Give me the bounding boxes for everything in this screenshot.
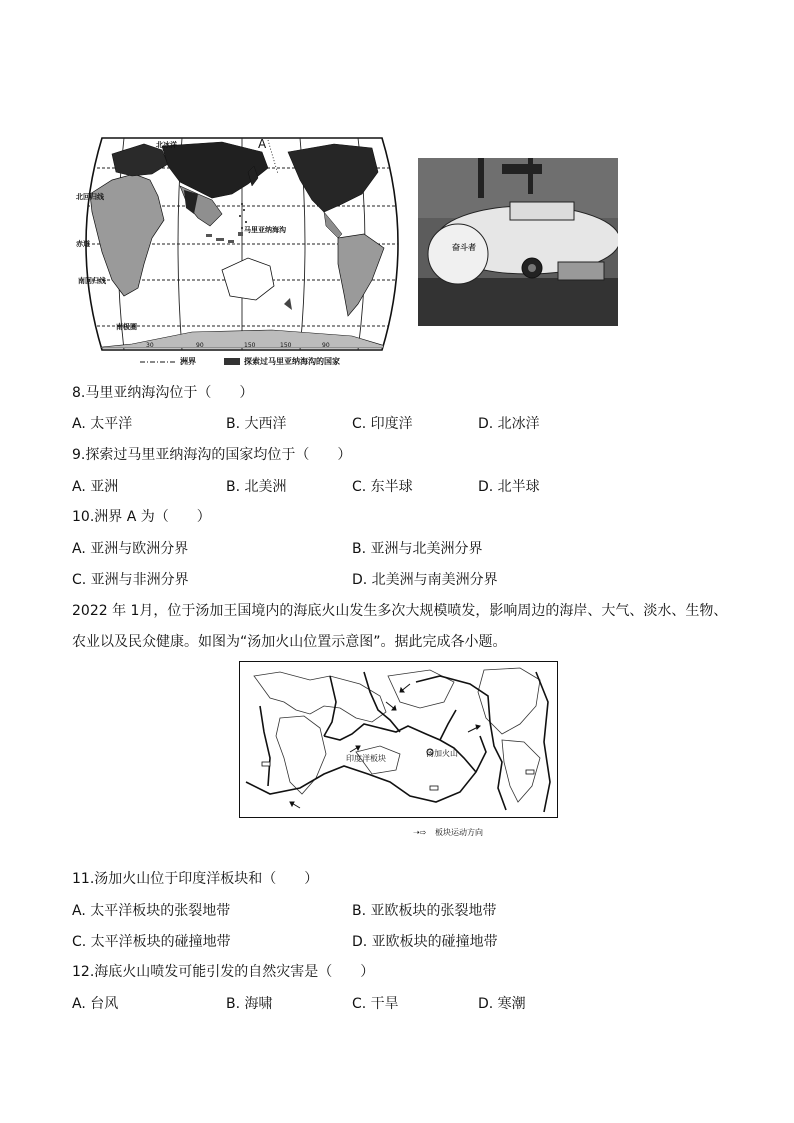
q12-option-b[interactable]: B. 海啸 bbox=[226, 996, 273, 1012]
tick-90: 90 bbox=[196, 342, 204, 349]
boundary-line-icon bbox=[138, 357, 178, 367]
world-map-svg bbox=[72, 134, 412, 354]
label-mariana-trench: 马里亚纳海沟 bbox=[244, 226, 286, 234]
passage-line-1: 2022 年 1月，位于汤加王国境内的海底火山发生多次大规模喷发，影响周边的海岸、大气、淡水、生物、 bbox=[72, 603, 728, 619]
submersible-photo bbox=[418, 158, 618, 326]
passage-line-2: 农业以及民众健康。如图为“汤加火山位置示意图”。据此完成各小题。 bbox=[72, 634, 507, 650]
q11-option-d[interactable]: D. 亚欧板块的碰撞地带 bbox=[352, 934, 498, 950]
question-9-number: 9. bbox=[72, 447, 86, 463]
question-12-number: 12. bbox=[72, 964, 95, 980]
legend-explored-label: 探索过马里亚纳海沟的国家 bbox=[244, 357, 340, 366]
submersible-svg bbox=[418, 158, 618, 326]
q8-option-a[interactable]: A. 太平洋 bbox=[72, 416, 133, 432]
label-tonga-volcano: 汤加火山 bbox=[426, 749, 458, 758]
question-10-text: 洲界 A 为（ ） bbox=[94, 509, 211, 525]
label-tropic-south: 南回归线 bbox=[78, 277, 106, 285]
plate-map-legend bbox=[413, 827, 533, 839]
tick-30: 30 bbox=[146, 342, 154, 349]
submersible-name: 奋斗者 bbox=[452, 243, 476, 252]
question-9 bbox=[72, 445, 351, 465]
q8-option-d[interactable]: D. 北冰洋 bbox=[478, 416, 540, 432]
passage bbox=[72, 596, 732, 658]
question-8 bbox=[72, 383, 253, 403]
q10-option-d[interactable]: D. 北美洲与南美洲分界 bbox=[352, 572, 498, 588]
question-8-text: 马里亚纳海沟位于（ ） bbox=[85, 385, 254, 401]
plate-map-figure bbox=[239, 661, 558, 818]
q12-option-c[interactable]: C. 干旱 bbox=[352, 996, 399, 1012]
label-antarctic-circle: 南极圈 bbox=[116, 323, 137, 331]
question-11-number: 11. bbox=[72, 871, 95, 887]
question-12-text: 海底火山喷发可能引发的自然灾害是（ ） bbox=[94, 964, 375, 980]
legend-boundary-label: 洲界 bbox=[180, 357, 196, 366]
question-11 bbox=[72, 869, 318, 889]
world-map-figure bbox=[72, 134, 412, 354]
plate-map-svg bbox=[240, 662, 557, 817]
q9-option-a[interactable]: A. 亚洲 bbox=[72, 479, 119, 495]
tick-150: 150 bbox=[244, 342, 256, 349]
question-8-number: 8. bbox=[72, 385, 86, 401]
q9-option-d[interactable]: D. 北半球 bbox=[478, 479, 540, 495]
q8-option-c[interactable]: C. 印度洋 bbox=[352, 416, 413, 432]
q11-option-a[interactable]: A. 太平洋板块的张裂地带 bbox=[72, 903, 231, 919]
label-indian-plate: 印度洋板块 bbox=[346, 754, 386, 763]
label-a: A bbox=[258, 137, 267, 151]
plate-movement-legend-label: 板块运动方向 bbox=[435, 828, 483, 837]
question-11-text: 汤加火山位于印度洋板块和（ ） bbox=[94, 871, 319, 887]
q11-option-c[interactable]: C. 太平洋板块的碰撞地带 bbox=[72, 934, 231, 950]
question-9-text: 探索过马里亚纳海沟的国家均位于（ ） bbox=[85, 447, 352, 463]
q12-option-d[interactable]: D. 寒潮 bbox=[478, 996, 526, 1012]
q10-option-b[interactable]: B. 亚洲与北美洲分界 bbox=[352, 541, 483, 557]
q9-option-c[interactable]: C. 东半球 bbox=[352, 479, 413, 495]
q10-option-c[interactable]: C. 亚洲与非洲分界 bbox=[72, 572, 189, 588]
question-10-number: 10. bbox=[72, 509, 95, 525]
label-tropic-north: 北回归线 bbox=[76, 193, 104, 201]
question-12 bbox=[72, 962, 374, 982]
label-arctic: 北冰洋 bbox=[156, 141, 177, 149]
q8-option-b[interactable]: B. 大西洋 bbox=[226, 416, 287, 432]
tick-150-w: 150 bbox=[280, 342, 292, 349]
q12-option-a[interactable]: A. 台风 bbox=[72, 996, 119, 1012]
q9-option-b[interactable]: B. 北美洲 bbox=[226, 479, 287, 495]
q11-option-b[interactable]: B. 亚欧板块的张裂地带 bbox=[352, 903, 497, 919]
question-10 bbox=[72, 507, 211, 527]
arrow-legend-icon: ➝⇨ bbox=[413, 828, 427, 837]
tick-90-w: 90 bbox=[322, 342, 330, 349]
label-equator: 赤道 bbox=[76, 240, 90, 248]
map-legend bbox=[138, 356, 398, 368]
q10-option-a[interactable]: A. 亚洲与欧洲分界 bbox=[72, 541, 189, 557]
legend-dark-swatch bbox=[224, 358, 240, 365]
